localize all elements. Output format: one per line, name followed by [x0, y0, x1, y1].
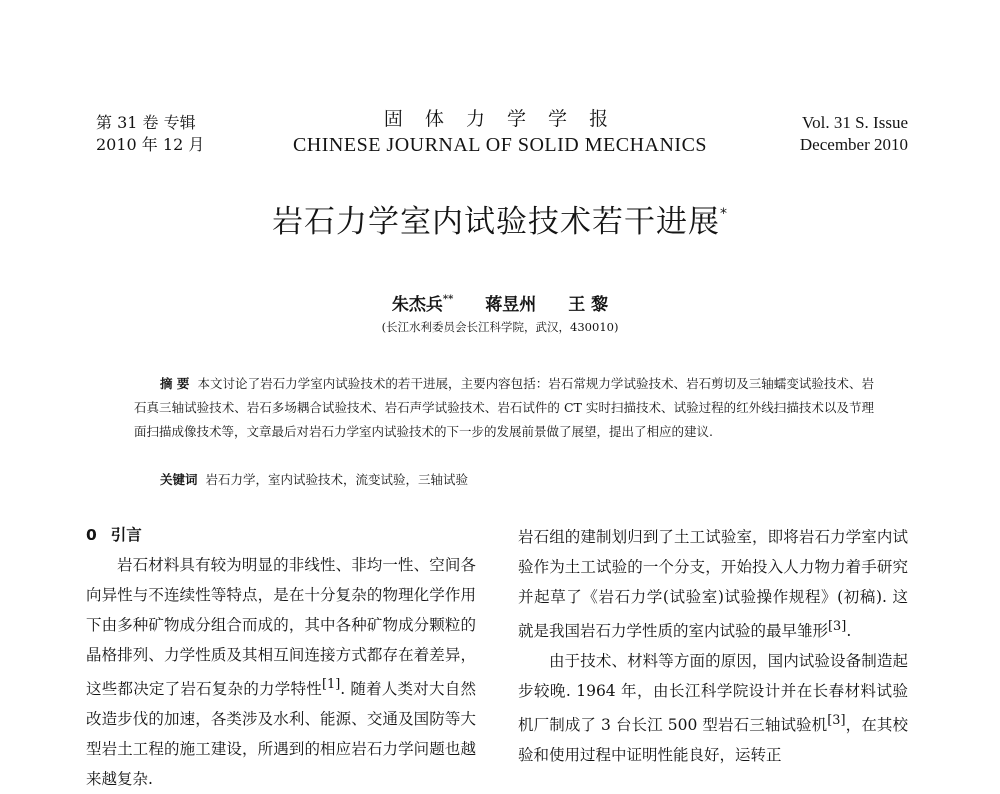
volume-info-en [800, 112, 908, 156]
abstract [134, 372, 874, 444]
journal-title-en: CHINESE JOURNAL OF SOLID MECHANICS [292, 134, 708, 156]
section-title: 引言 [110, 526, 142, 544]
citation: [3] [827, 713, 846, 729]
paragraph-text: . [846, 622, 852, 641]
author-name: 朱杰兵 [391, 295, 443, 315]
citation: [1] [321, 677, 341, 692]
paragraph-text: ，在其校验和使用过程中证明性能良好，运转正 [518, 716, 908, 765]
paragraph-text: . 随着人类对大自然改造步伐的加速，各类涉及水利、能源、交通及国防等大型岩土工程的施工建设，所遇到的相应岩石力学问题也越来越复杂. [86, 680, 476, 789]
title-footnote-mark: * [720, 206, 728, 222]
volume-issue: 第 31 卷 专辑 [96, 113, 196, 132]
publication-date-en: December 2010 [799, 135, 908, 154]
section-number: 0 [86, 526, 97, 544]
abstract-text: 本文讨论了岩石力学室内试验技术的若干进展，主要内容包括：岩石常规力学试验技术、岩石剪切及三轴蠕变试验技术、岩石真三轴试验技术、岩石多场耦合试验技术、岩石声学试验技术、岩石试件的 CT 实时扫描技术、试验过程的红外线扫描技术以及节理面扫描成像技术等，文章最后对岩石力学室内试验技术的下一步的发展前景做了展望，提出了相应的建议. [134, 376, 874, 439]
section-heading [86, 522, 476, 548]
body-paragraph [518, 522, 908, 646]
title-text: 岩石力学室内试验技术若干进展 [272, 204, 720, 240]
publication-date: 2010 年 12 月 [96, 135, 205, 154]
volume-issue-en: Vol. 31 S. Issue [802, 113, 908, 132]
keywords-text: 岩石力学，室内试验技术，流变试验，三轴试验 [205, 472, 469, 487]
citation: [3] [828, 619, 847, 634]
keywords [160, 470, 468, 488]
journal-header [250, 106, 750, 158]
paragraph-text: 岩石组的建制划归到了土工试验室，即将岩石力学室内试验作为土工试验的一个分支，开始投入人力物力着手研究并起草了《岩石力学(试验室)试验操作规程》(初稿). 这就是我国岩石力学性质的室内试验的最早雏形 [518, 528, 908, 641]
body-paragraph [518, 646, 908, 770]
affiliation: (长江水利委员会长江科学院，武汉，430010) [381, 320, 619, 334]
abstract-label: 摘 要 [160, 376, 190, 391]
author-name: 蒋昱州 [485, 295, 537, 315]
author-list [0, 290, 1000, 315]
keywords-label: 关键词 [160, 472, 198, 487]
paragraph-text: 由于技术、材料等方面的原因，国内试验设备制造起步较晚. 1964 年，由长江科学院设计并在长春材料试验机厂制成了 3 台长江 500 型岩石三轴试验机 [518, 652, 908, 735]
left-column [86, 522, 476, 794]
right-column [518, 522, 908, 770]
paper-title [0, 196, 1000, 241]
journal-title-cn: 固 体 力 学 学 报 [383, 108, 617, 130]
paragraph-text: 岩石材料具有较为明显的非线性、非均一性、空间各向异性与不连续性等特点，是在十分复杂的物理化学作用下由多种矿物成分组合而成的，其中各种矿物成分颗粒的晶格排列、力学性质及其相互间连接方式都存在着差异，这些都决定了岩石复杂的力学特性 [86, 556, 476, 699]
author-footnote-mark: ** [442, 294, 454, 305]
volume-info [96, 112, 204, 156]
body-paragraph [86, 550, 476, 794]
author-name: 王 黎 [568, 295, 609, 315]
